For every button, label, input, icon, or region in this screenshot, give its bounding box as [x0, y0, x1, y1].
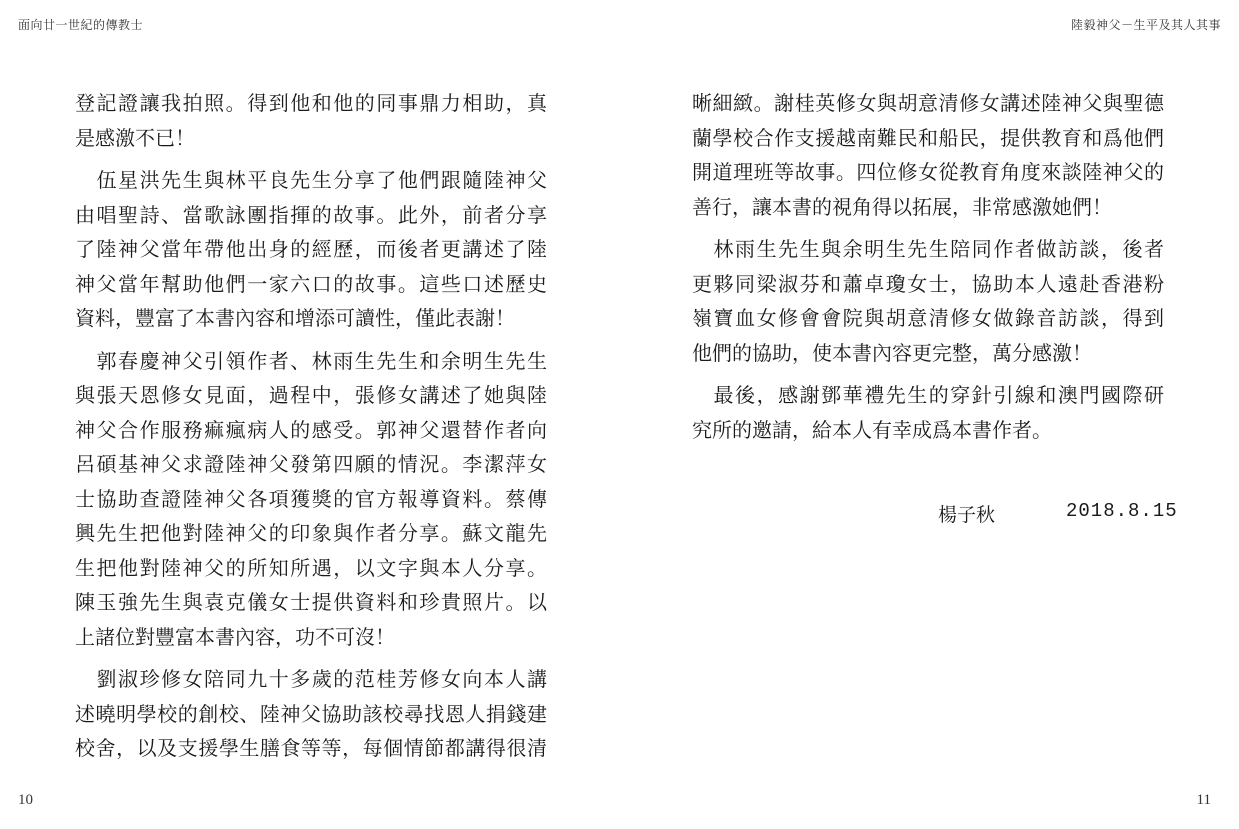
running-head: 陸毅神父－生平及其人其事: [1070, 18, 1221, 32]
text-line: 郭春慶神父引領作者、林雨生先生和余明生先生: [75, 348, 547, 373]
text-line: 登記證讓我拍照。得到他和他的同事鼎力相助，真: [75, 91, 547, 115]
text-line: 興先生把他對陸神父的印象與作者分享。蘇文龍先: [75, 521, 547, 545]
author-name: 楊子秋: [938, 504, 996, 526]
paragraph-gap: [692, 224, 1164, 232]
text-line: 生把他對陸神父的所知所遇，以文字與本人分享。: [75, 555, 547, 580]
text-line: 了陸神父當年帶他出身的經歷，而後者更講述了陸: [75, 237, 547, 261]
text-line: 上諸位對豐富本書內容，功不可沒！: [75, 624, 395, 649]
paragraph-gap: [75, 654, 547, 662]
text-line: 伍星洪先生與林平良先生分享了他們跟隨陸神父: [75, 168, 547, 192]
page-number: 11: [1196, 792, 1211, 808]
text-line: 嶺寶血女修會會院與胡意清修女做錄音訪談，得到: [692, 306, 1164, 330]
paragraph: [692, 232, 1164, 370]
text-line: 善行，讓本書的視角得以拓展，非常感激她們！: [692, 194, 1112, 219]
body-text: [75, 86, 547, 766]
running-head: 面向廿一世紀的傳教士: [18, 18, 144, 32]
text-line: 晰細緻。謝桂英修女與胡意清修女講述陸神父與聖德: [692, 91, 1164, 115]
text-line: 由唱聖詩、當歌詠團指揮的故事。此外，前者分享: [75, 202, 547, 227]
body-text: [692, 86, 1164, 447]
text-line: 究所的邀請，給本人有幸成爲本書作者。: [692, 417, 1052, 442]
paragraph: [75, 344, 547, 655]
text-line: 神父當年幫助他們一家六口的故事。這些口述歷史: [75, 271, 547, 296]
text-line: 與張天恩修女見面，過程中，張修女講述了她與陸: [75, 383, 547, 407]
text-line: 更夥同梁淑芬和蕭卓瓊女士，協助本人遠赴香港粉: [692, 271, 1164, 296]
text-line: 呂碩基神父求證陸神父發第四願的情況。李潔萍女: [75, 452, 547, 476]
left-page: [0, 0, 619, 829]
text-line: 蘭學校合作支援越南難民和船民，提供教育和爲他們: [692, 125, 1164, 150]
text-line: 士協助查證陸神父各項獲獎的官方報導資料。蔡傳: [75, 486, 547, 511]
text-line: 資料，豐富了本書內容和增添可讀性，僅此表謝！: [75, 306, 515, 330]
paragraph: [75, 163, 547, 336]
text-line: 校舍，以及支援學生膳食等等，每個情節都講得很清: [75, 736, 547, 760]
text-line: 述曉明學校的創校、陸神父協助該校尋找恩人捐錢建: [75, 701, 547, 726]
paragraph: [692, 86, 1164, 224]
paragraph: [692, 378, 1164, 447]
page-number: 10: [18, 792, 33, 808]
text-line: 林雨生先生與余明生先生陪同作者做訪談，後者: [692, 237, 1164, 261]
paragraph-gap: [692, 370, 1164, 378]
text-line: 是感激不已！: [75, 125, 195, 150]
text-line: 陳玉強先生與袁克儀女士提供資料和珍貴照片。以: [75, 590, 547, 614]
right-page: [620, 0, 1239, 829]
text-line: 最後，感謝鄧華禮先生的穿針引線和澳門國際研: [692, 383, 1164, 407]
text-line: 開道理班等故事。四位修女從教育角度來談陸神父的: [692, 160, 1164, 184]
paragraph: [75, 86, 547, 155]
signature-date: 2018.8.15: [1066, 500, 1178, 522]
text-line: 他們的協助，使本書內容更完整，萬分感激！: [692, 340, 1092, 365]
text-line: 神父合作服務痲瘋病人的感受。郭神父還替作者向: [75, 417, 547, 442]
text-line: 劉淑珍修女陪同九十多歲的范桂芳修女向本人講: [75, 667, 547, 691]
paragraph-gap: [75, 336, 547, 344]
paragraph: [75, 662, 547, 766]
paragraph-gap: [75, 155, 547, 163]
